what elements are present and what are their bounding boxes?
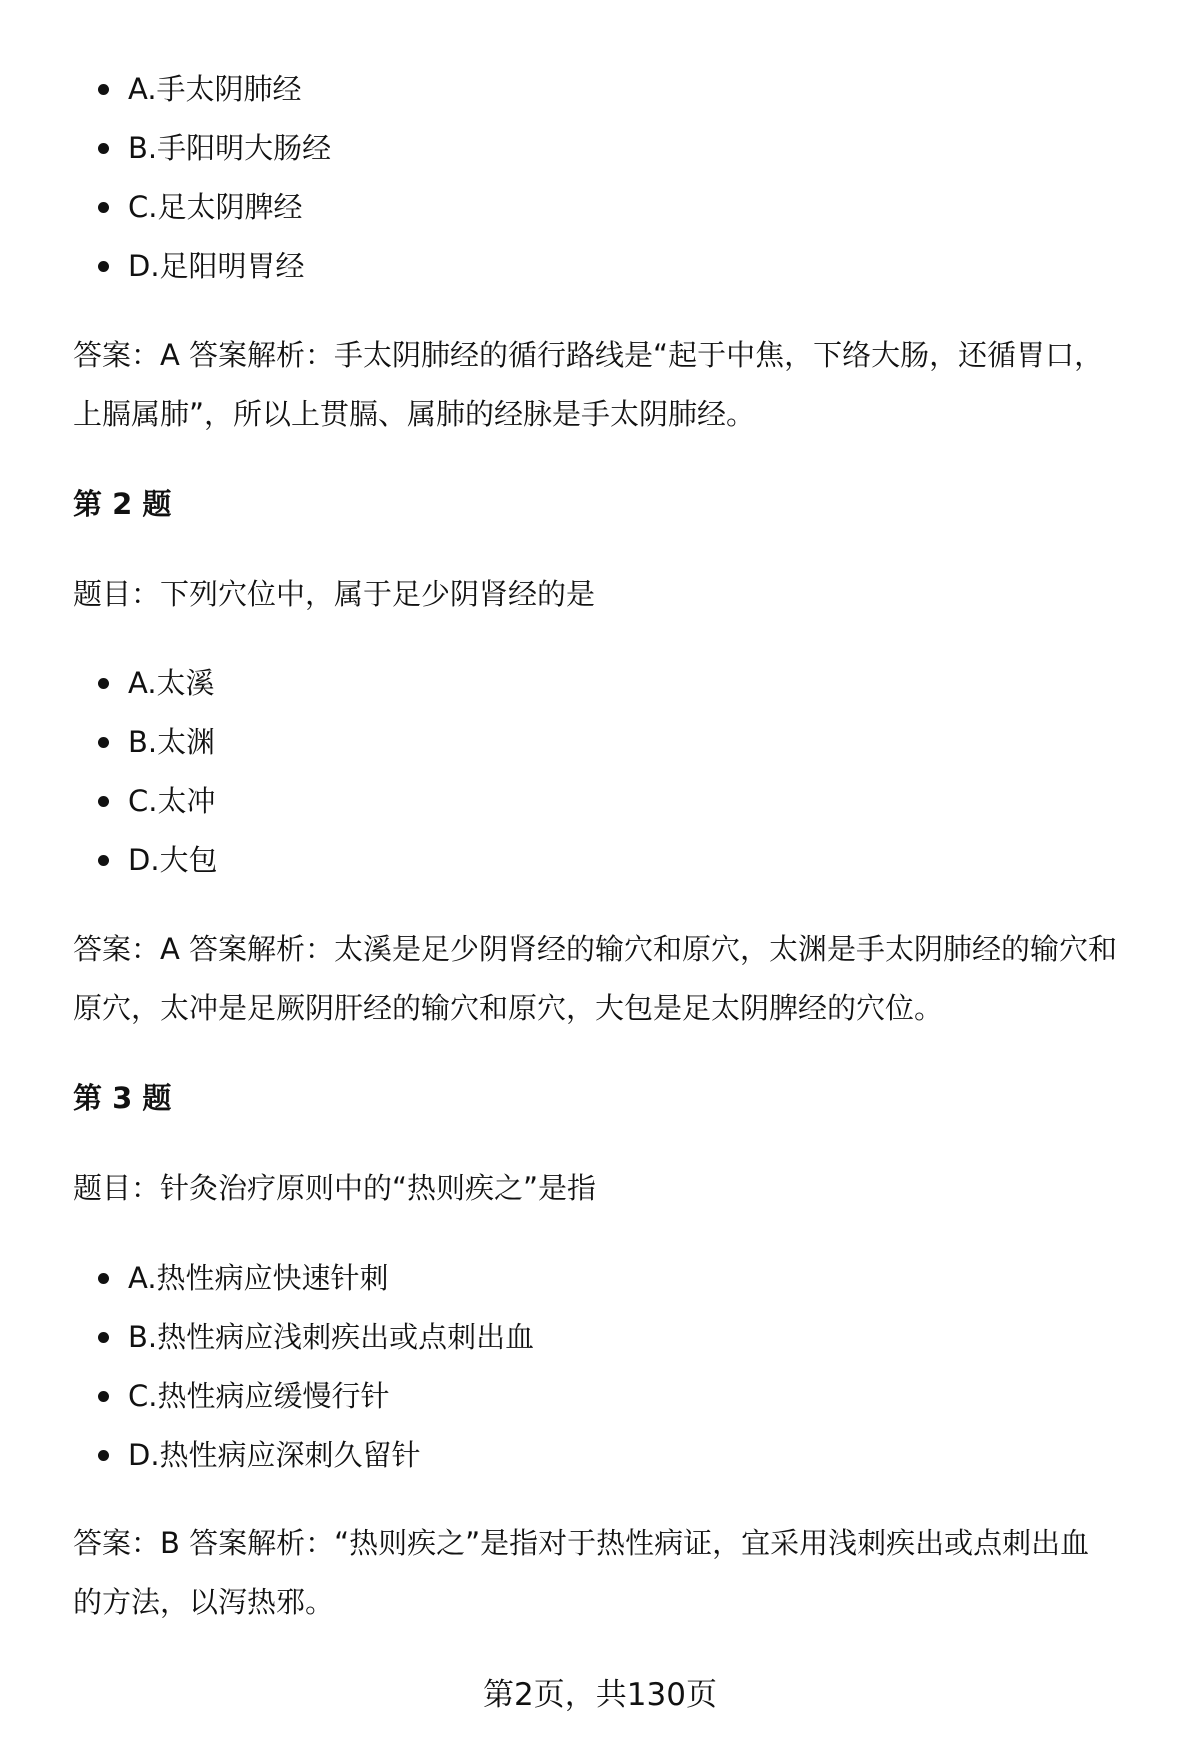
q3-option-a: A.热性病应快速针刺: [128, 1261, 389, 1295]
q1-option-d: D.足阳明胃经: [128, 249, 305, 283]
q3-question: [73, 1159, 1153, 1218]
q2-heading: 第 2 题: [73, 487, 172, 521]
q2-option-b: B.太渊: [128, 725, 216, 759]
q3-question-text: 题目：针灸治疗原则中的“热则疾之”是指: [73, 1171, 597, 1205]
q3-option-c: C.热性病应缓慢行针: [128, 1379, 390, 1413]
q1-answer: [73, 326, 1153, 444]
bullet-icon: [98, 202, 109, 213]
bullet-icon: [98, 796, 109, 807]
q1-answer-line-2: 上膈属肺”，所以上贯膈、属肺的经脉是手太阴肺经。: [73, 397, 756, 431]
q3-answer: [73, 1514, 1153, 1632]
page-number-footer: 第2页，共130页: [483, 1677, 717, 1713]
q1-option-b: B.手阳明大肠经: [128, 131, 332, 165]
q1-answer-line-1: 答案：A 答案解析：手太阴肺经的循行路线是“起于中焦，下络大肠，还循胃口，: [73, 338, 1104, 372]
bullet-icon: [98, 737, 109, 748]
q3-answer-line-1: 答案：B 答案解析：“热则疾之”是指对于热性病证，宜采用浅刺疾出或点刺出血: [73, 1526, 1090, 1560]
bullet-icon: [98, 1332, 109, 1343]
q2-question: [73, 565, 1153, 624]
bullet-icon: [98, 1450, 109, 1461]
q2-question-text: 题目：下列穴位中，属于足少阴肾经的是: [73, 577, 596, 611]
q3-heading: 第 3 题: [73, 1081, 172, 1115]
q3-option-b: B.热性病应浅刺疾出或点刺出血: [128, 1320, 535, 1354]
bullet-icon: [98, 1391, 109, 1402]
bullet-icon: [98, 855, 109, 866]
bullet-icon: [98, 143, 109, 154]
q1-option-a: A.手太阴肺经: [128, 72, 302, 106]
q2-option-c: C.太冲: [128, 784, 216, 818]
q2-answer-line-1: 答案：A 答案解析：太溪是足少阴肾经的输穴和原穴，太渊是手太阴肺经的输穴和: [73, 932, 1118, 966]
q3-answer-line-2: 的方法，以泻热邪。: [73, 1585, 335, 1619]
bullet-icon: [98, 261, 109, 272]
bullet-icon: [98, 678, 109, 689]
q1-option-c: C.足太阴脾经: [128, 190, 303, 224]
bullet-icon: [98, 1273, 109, 1284]
q2-option-a: A.太溪: [128, 666, 215, 700]
q2-answer-line-2: 原穴，太冲是足厥阴肝经的输穴和原穴，大包是足太阴脾经的穴位。: [73, 991, 944, 1025]
q2-answer: [73, 920, 1153, 1038]
q3-option-d: D.热性病应深刺久留针: [128, 1438, 421, 1472]
q2-option-d: D.大包: [128, 843, 218, 877]
bullet-icon: [98, 84, 109, 95]
